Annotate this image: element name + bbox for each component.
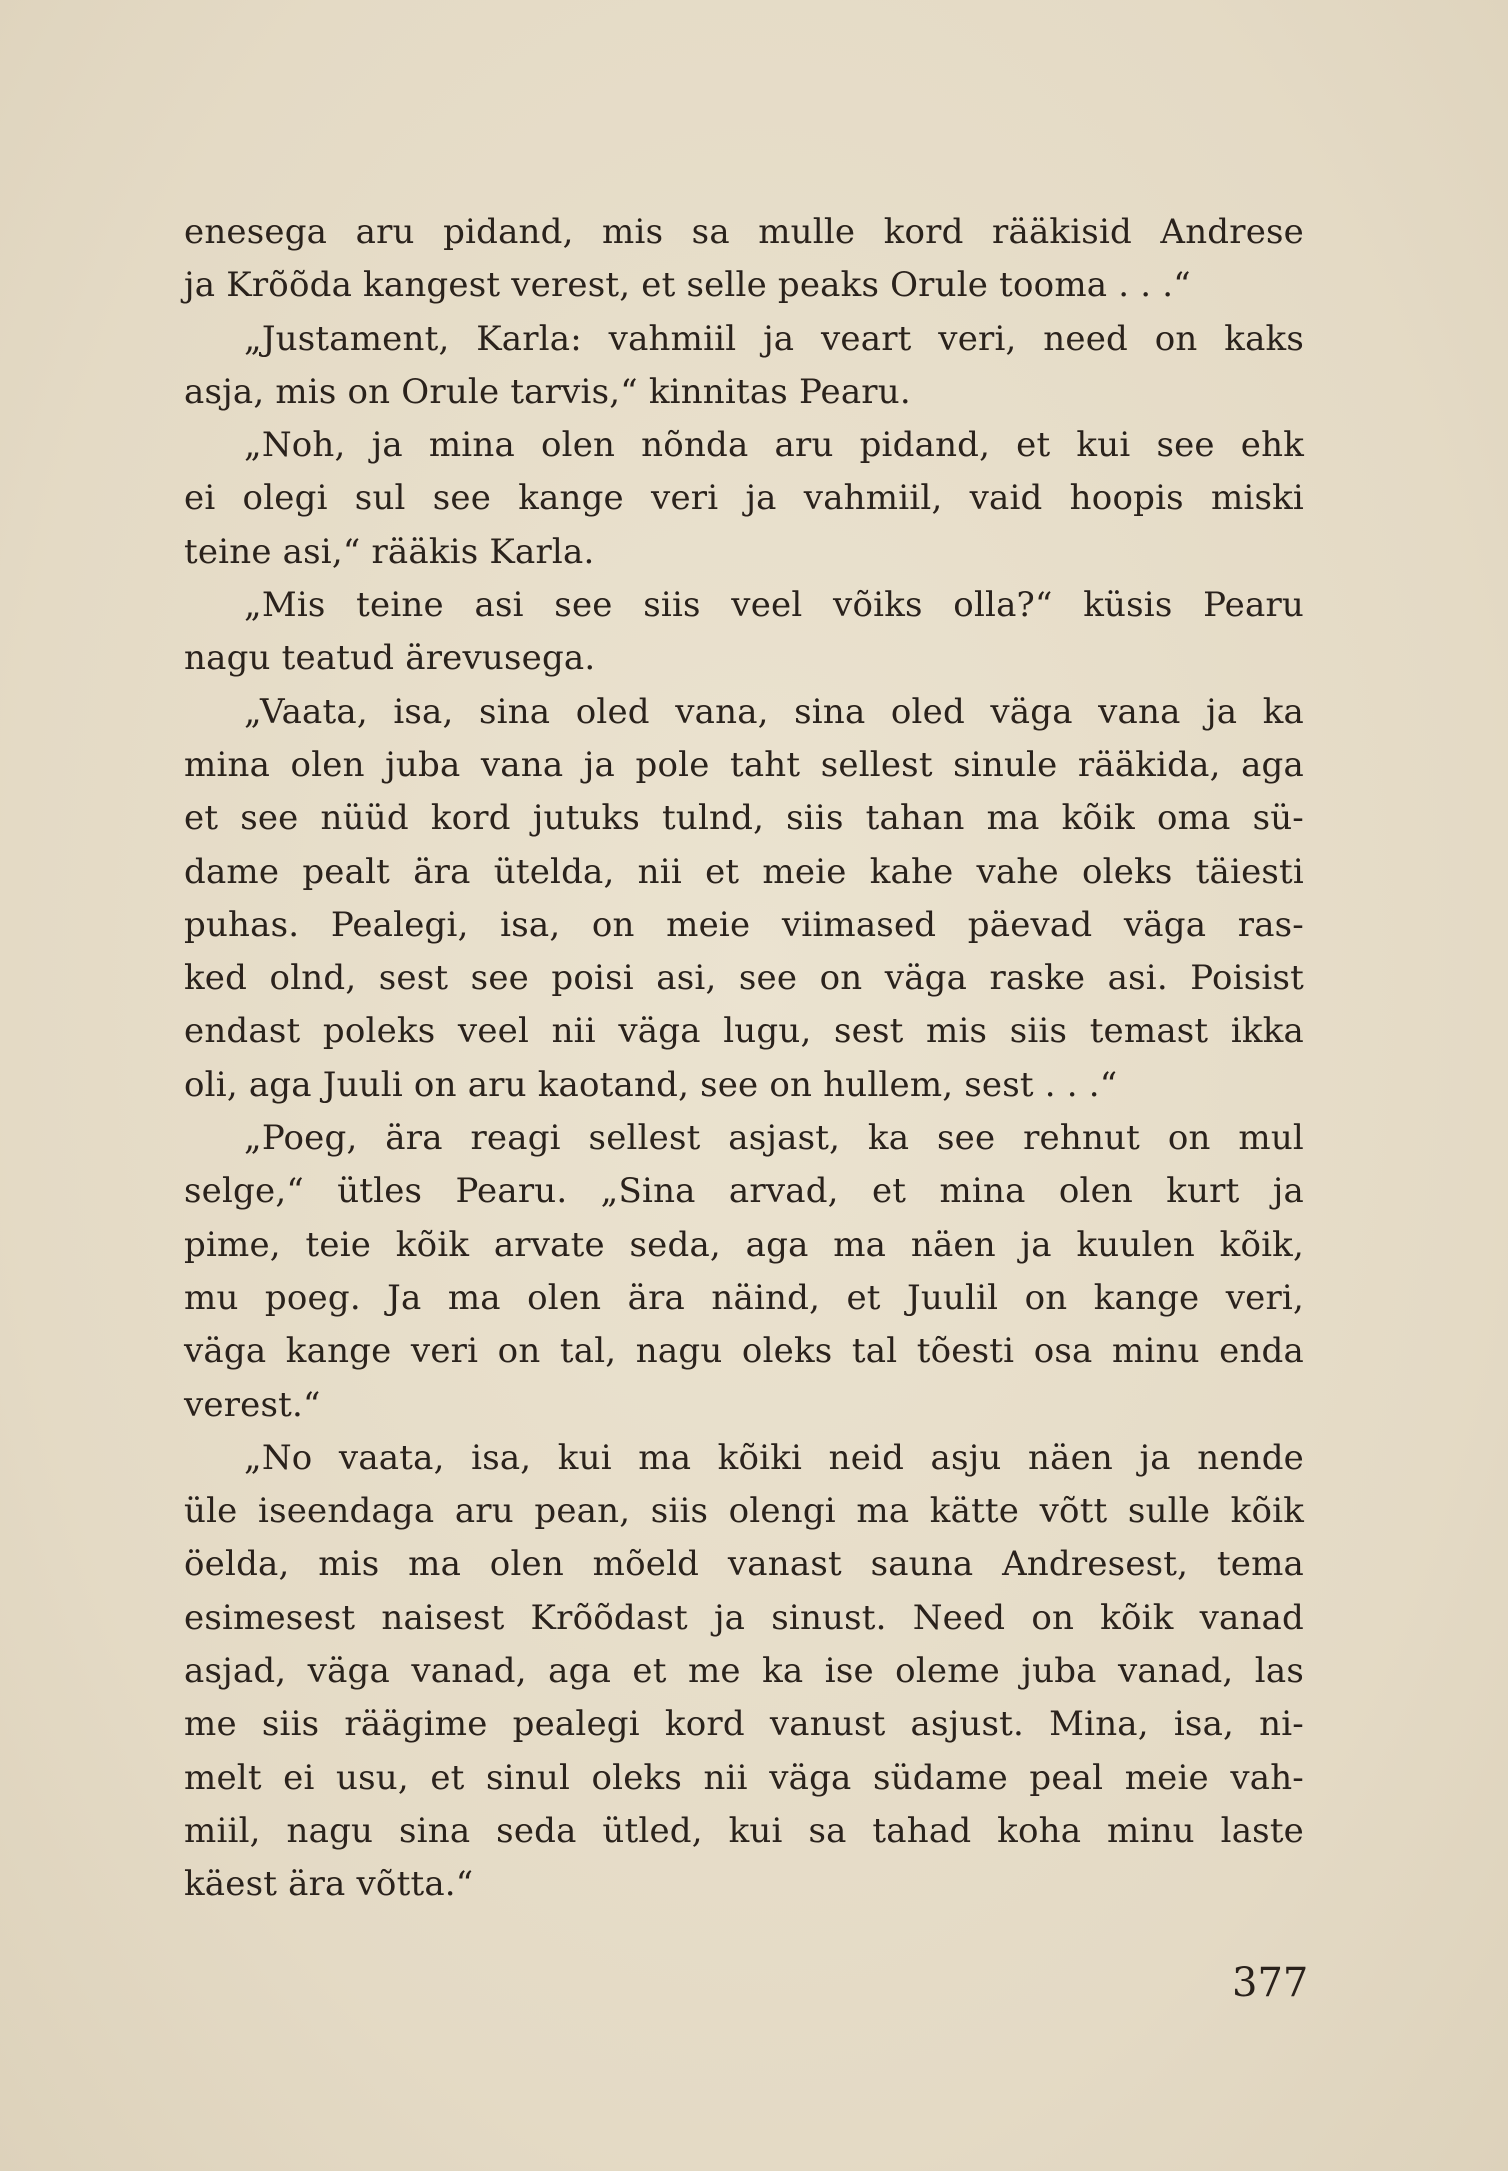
text-line: öelda, mis ma olen mõeld vanast sauna Andresest, tema — [184, 1544, 1304, 1585]
text-line: endast poleks veel nii väga lugu, sest mis siis temast ikka — [184, 1011, 1304, 1052]
text-line: et see nüüd kord jutuks tulnd, siis tahan ma kõik oma sü- — [184, 798, 1304, 839]
text-line: selge,“ ütles Pearu. „Sina arvad, et mina olen kurt ja — [184, 1171, 1304, 1212]
text-line: pime, teie kõik arvate seda, aga ma näen ja kuulen kõik, — [184, 1224, 1304, 1265]
text-line: „Noh, ja mina olen nõnda aru pidand, et kui see ehk — [244, 425, 1304, 466]
text-line: „Mis teine asi see siis veel võiks olla?“ küsis Pearu — [244, 585, 1304, 626]
body-text — [184, 206, 1304, 1912]
text-line: dame pealt ära ütelda, nii et meie kahe vahe oleks täiesti — [184, 851, 1304, 892]
text-line: enesega aru pidand, mis sa mulle kord rääkisid Andrese — [184, 212, 1304, 252]
text-line: teine asi,“ rääkis Karla. — [184, 531, 595, 572]
text-line: oli, aga Juuli on aru kaotand, see on hullem, sest . . .“ — [184, 1064, 1118, 1105]
page-number: 377 — [1232, 1960, 1309, 2006]
text-line: esimesest naisest Krõõdast ja sinust. Need on kõik vanad — [184, 1597, 1304, 1638]
text-line: „Poeg, ära reagi sellest asjast, ka see rehnut on mul — [244, 1118, 1304, 1159]
text-line: asjad, väga vanad, aga et me ka ise oleme juba vanad, las — [184, 1651, 1304, 1692]
text-line: ja Krõõda kangest verest, et selle peaks Orule tooma . . .“ — [184, 265, 1191, 306]
text-line: „Vaata, isa, sina oled vana, sina oled väga vana ja ka — [244, 691, 1304, 732]
text-line: asja, mis on Orule tarvis,“ kinnitas Pearu. — [184, 371, 911, 412]
text-line: mina olen juba vana ja pole taht sellest sinule rääkida, aga — [184, 744, 1304, 785]
text-line: melt ei usu, et sinul oleks nii väga südame peal meie vah- — [184, 1757, 1304, 1798]
text-line: käest ära võtta.“ — [184, 1864, 474, 1905]
text-line: miil, nagu sina seda ütled, kui sa tahad koha minu laste — [184, 1810, 1304, 1851]
text-line: puhas. Pealegi, isa, on meie viimased päevad väga ras- — [184, 904, 1304, 945]
text-line: väga kange veri on tal, nagu oleks tal tõesti osa minu enda — [184, 1331, 1304, 1372]
text-line: ei olegi sul see kange veri ja vahmiil, vaid hoopis miski — [184, 478, 1304, 519]
text-line: üle iseendaga aru pean, siis olengi ma kätte võtt sulle kõik — [184, 1491, 1304, 1532]
text-line: „No vaata, isa, kui ma kõiki neid asju näen ja nende — [244, 1437, 1304, 1478]
text-line: „Justament, Karla: vahmiil ja veart veri, need on kaks — [244, 318, 1304, 359]
text-line: me siis räägime pealegi kord vanust asjust. Mina, isa, ni- — [184, 1704, 1304, 1745]
text-line: nagu teatud ärevusega. — [184, 638, 596, 679]
text-line: mu poeg. Ja ma olen ära näind, et Juulil on kange veri, — [184, 1277, 1304, 1318]
text-line: ked olnd, sest see poisi asi, see on väga raske asi. Poisist — [184, 958, 1304, 999]
text-line: verest.“ — [184, 1384, 321, 1425]
